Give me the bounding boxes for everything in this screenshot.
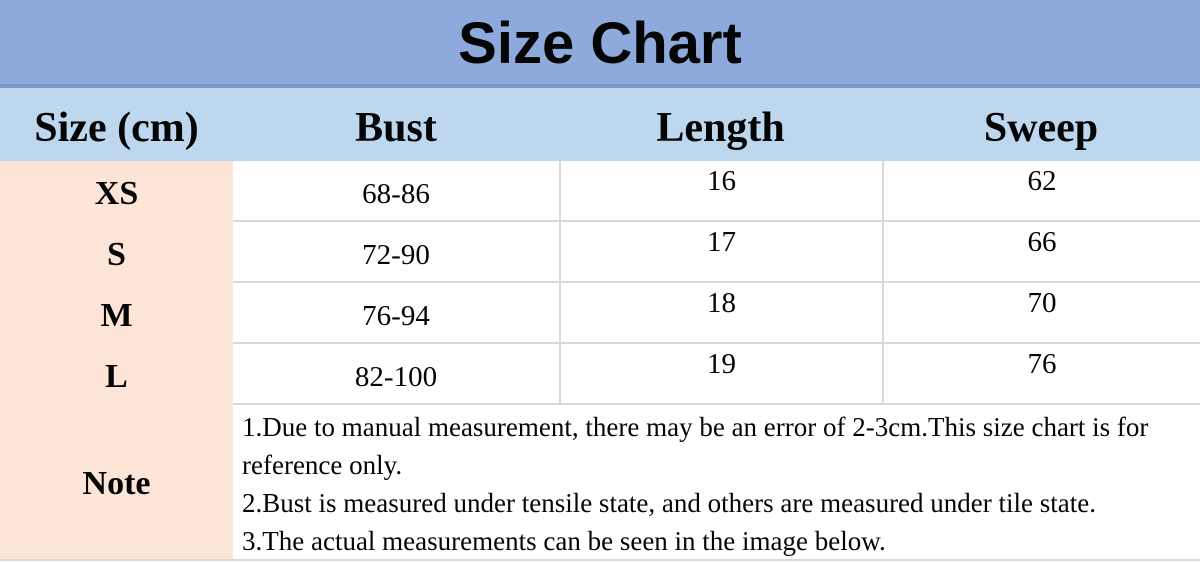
table-cell-sweep-xs: 62 bbox=[882, 161, 1200, 222]
table-cell-length-l: 19 bbox=[559, 344, 882, 405]
table-cell-bust-m: 76-94 bbox=[233, 283, 559, 344]
note-text bbox=[233, 405, 1200, 561]
size-label-l: L bbox=[0, 344, 233, 405]
table-cell-sweep-l: 76 bbox=[882, 344, 1200, 405]
note-line-3: 3.The actual measurements can be seen in the image below. bbox=[242, 526, 886, 556]
note-label: Note bbox=[0, 405, 233, 561]
note-line-2: 2.Bust is measured under tensile state, and others are measured under tile state. bbox=[242, 488, 1096, 518]
table-cell-bust-l: 82-100 bbox=[233, 344, 559, 405]
page-title: Size Chart bbox=[0, 0, 1200, 88]
column-header-bust: Bust bbox=[233, 88, 559, 161]
note-line-1: 1.Due to manual measurement, there may be an error of 2-3cm.This size chart is for reference only. bbox=[242, 412, 1149, 480]
table-cell-sweep-m: 70 bbox=[882, 283, 1200, 344]
table-cell-sweep-s: 66 bbox=[882, 222, 1200, 283]
table-cell-length-m: 18 bbox=[559, 283, 882, 344]
table-cell-length-xs: 16 bbox=[559, 161, 882, 222]
column-header-size: Size (cm) bbox=[0, 88, 233, 161]
column-header-sweep: Sweep bbox=[882, 88, 1200, 161]
table-cell-bust-xs: 68-86 bbox=[233, 161, 559, 222]
size-label-xs: XS bbox=[0, 161, 233, 222]
column-header-length: Length bbox=[559, 88, 882, 161]
size-label-s: S bbox=[0, 222, 233, 283]
table-cell-length-s: 17 bbox=[559, 222, 882, 283]
size-label-m: M bbox=[0, 283, 233, 344]
table-cell-bust-s: 72-90 bbox=[233, 222, 559, 283]
